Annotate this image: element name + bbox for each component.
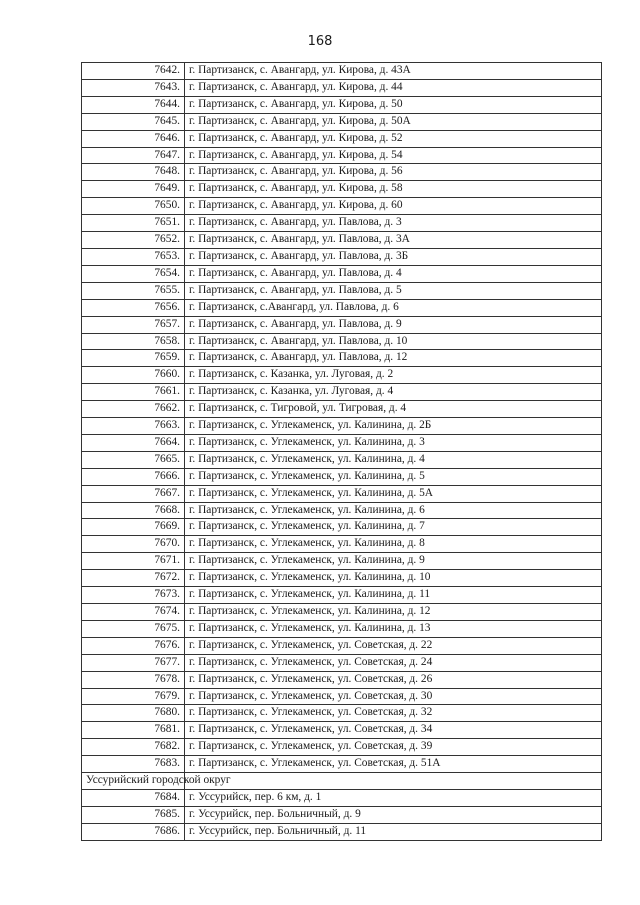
row-number: 7663. [82,418,185,435]
row-number: 7656. [82,299,185,316]
row-number: 7664. [82,434,185,451]
row-address: г. Партизанск, с. Авангард, ул. Кирова, д. 58 [185,181,602,198]
table-row [82,181,602,198]
row-address: г. Партизанск, с. Углекаменск, ул. Калинина, д. 9 [185,553,602,570]
row-address: г. Партизанск, с. Авангард, ул. Павлова, д. 5 [185,282,602,299]
row-address: г. Уссурийск, пер. 6 км, д. 1 [185,789,602,806]
table-row [82,468,602,485]
table-row [82,401,602,418]
table-row [82,418,602,435]
row-number: 7670. [82,536,185,553]
table-row [82,282,602,299]
section-header-group [82,773,602,790]
row-number: 7666. [82,468,185,485]
row-address: г. Партизанск, с. Казанка, ул. Луговая, д. 2 [185,367,602,384]
row-address: г. Уссурийск, пер. Больничный, д. 11 [185,823,602,840]
row-number: 7653. [82,248,185,265]
table-row [82,215,602,232]
table-row [82,637,602,654]
row-number: 7682. [82,739,185,756]
row-address: г. Партизанск, с. Авангард, ул. Кирова, д. 54 [185,147,602,164]
row-address: г. Партизанск, с. Углекаменск, ул. Калинина, д. 3 [185,434,602,451]
row-address: г. Партизанск, с. Авангард, ул. Кирова, д. 44 [185,79,602,96]
row-address: г. Партизанск, с. Тигровой, ул. Тигровая, д. 4 [185,401,602,418]
table-row [82,265,602,282]
row-number: 7684. [82,789,185,806]
row-address: г. Партизанск, с. Авангард, ул. Кирова, д. 60 [185,198,602,215]
row-address: г. Партизанск, с. Углекаменск, ул. Советская, д. 30 [185,688,602,705]
page-number: 168 [307,34,333,49]
row-number: 7661. [82,384,185,401]
row-address: г. Партизанск, с.Авангард, ул. Павлова, д. 6 [185,299,602,316]
table-row [82,654,602,671]
table-row [82,164,602,181]
row-address: г. Партизанск, с. Углекаменск, ул. Советская, д. 26 [185,671,602,688]
address-rows-top [82,63,602,773]
row-address: г. Партизанск, с. Углекаменск, ул. Калинина, д. 4 [185,451,602,468]
table-row [82,789,602,806]
row-address: г. Партизанск, с. Авангард, ул. Павлова, д. 10 [185,333,602,350]
row-address: г. Партизанск, с. Углекаменск, ул. Советская, д. 22 [185,637,602,654]
table-row [82,451,602,468]
row-number: 7652. [82,232,185,249]
row-number: 7665. [82,451,185,468]
table-row [82,604,602,621]
row-number: 7667. [82,485,185,502]
row-number: 7657. [82,316,185,333]
row-address: г. Партизанск, с. Углекаменск, ул. Калинина, д. 12 [185,604,602,621]
section-address-cell [185,773,602,790]
row-address: г. Партизанск, с. Авангард, ул. Кирова, д. 50А [185,113,602,130]
row-address: г. Партизанск, с. Углекаменск, ул. Калинина, д. 6 [185,502,602,519]
table-row [82,333,602,350]
row-number: 7644. [82,96,185,113]
row-address: г. Партизанск, с. Авангард, ул. Кирова, д. 50 [185,96,602,113]
row-number: 7648. [82,164,185,181]
row-address: г. Партизанск, с. Углекаменск, ул. Советская, д. 24 [185,654,602,671]
row-number: 7660. [82,367,185,384]
row-number: 7647. [82,147,185,164]
table-row [82,316,602,333]
row-number: 7643. [82,79,185,96]
row-address: г. Партизанск, с. Авангард, ул. Павлова, д. 4 [185,265,602,282]
row-address: г. Партизанск, с. Авангард, ул. Кирова, д. 43А [185,63,602,80]
row-address: г. Партизанск, с. Авангард, ул. Кирова, д. 56 [185,164,602,181]
table-row [82,587,602,604]
row-number: 7646. [82,130,185,147]
table-row [82,688,602,705]
address-rows-bottom [82,789,602,840]
table-row [82,722,602,739]
table-row [82,434,602,451]
row-number: 7672. [82,570,185,587]
table-row [82,671,602,688]
row-number: 7642. [82,63,185,80]
row-address: г. Партизанск, с. Углекаменск, ул. Калинина, д. 10 [185,570,602,587]
row-number: 7678. [82,671,185,688]
row-address: г. Партизанск, с. Углекаменск, ул. Калинина, д. 13 [185,620,602,637]
row-number: 7668. [82,502,185,519]
table-row [82,63,602,80]
table-row [82,113,602,130]
row-address: г. Партизанск, с. Углекаменск, ул. Калинина, д. 2Б [185,418,602,435]
table-row [82,485,602,502]
row-number: 7669. [82,519,185,536]
row-address: г. Партизанск, с. Углекаменск, ул. Калинина, д. 8 [185,536,602,553]
row-number: 7676. [82,637,185,654]
row-address: г. Партизанск, с. Углекаменск, ул. Советская, д. 51А [185,756,602,773]
row-number: 7658. [82,333,185,350]
table-row [82,198,602,215]
table-row [82,519,602,536]
table-row [82,248,602,265]
row-address: г. Партизанск, с. Авангард, ул. Павлова, д. 9 [185,316,602,333]
row-number: 7654. [82,265,185,282]
table-row [82,96,602,113]
table-row [82,620,602,637]
section-header-row [82,773,602,790]
table-row [82,502,602,519]
row-address: г. Партизанск, с. Авангард, ул. Кирова, д. 52 [185,130,602,147]
table-row [82,570,602,587]
table-row [82,756,602,773]
row-address: г. Партизанск, с. Углекаменск, ул. Советская, д. 39 [185,739,602,756]
row-number: 7674. [82,604,185,621]
table-row [82,299,602,316]
row-number: 7673. [82,587,185,604]
row-number: 7651. [82,215,185,232]
table-row [82,553,602,570]
row-address: г. Партизанск, с. Авангард, ул. Павлова, д. 3А [185,232,602,249]
row-number: 7662. [82,401,185,418]
table-row [82,367,602,384]
row-number: 7679. [82,688,185,705]
row-address: г. Партизанск, с. Углекаменск, ул. Калинина, д. 7 [185,519,602,536]
row-address: г. Партизанск, с. Углекаменск, ул. Калинина, д. 5 [185,468,602,485]
row-number: 7655. [82,282,185,299]
row-number: 7681. [82,722,185,739]
table-row [82,739,602,756]
table-row [82,350,602,367]
table-row [82,536,602,553]
row-number: 7649. [82,181,185,198]
row-address: г. Партизанск, с. Казанка, ул. Луговая, д. 4 [185,384,602,401]
row-address: г. Партизанск, с. Углекаменск, ул. Калинина, д. 5А [185,485,602,502]
row-number: 7675. [82,620,185,637]
address-table [81,62,602,841]
row-address: г. Уссурийск, пер. Больничный, д. 9 [185,806,602,823]
table-row [82,384,602,401]
row-number: 7685. [82,806,185,823]
table-row [82,147,602,164]
row-number: 7659. [82,350,185,367]
row-address: г. Партизанск, с. Авангард, ул. Павлова, д. 3Б [185,248,602,265]
row-number: 7671. [82,553,185,570]
row-number: 7686. [82,823,185,840]
table-row [82,232,602,249]
row-address: г. Партизанск, с. Углекаменск, ул. Калинина, д. 11 [185,587,602,604]
table-row [82,130,602,147]
row-number: 7683. [82,756,185,773]
row-address: г. Партизанск, с. Углекаменск, ул. Советская, д. 34 [185,722,602,739]
table-row [82,806,602,823]
table-row [82,705,602,722]
table-row [82,79,602,96]
row-address: г. Партизанск, с. Авангард, ул. Павлова, д. 3 [185,215,602,232]
row-number: 7645. [82,113,185,130]
row-number: 7680. [82,705,185,722]
row-number: 7677. [82,654,185,671]
row-number: 7650. [82,198,185,215]
row-address: г. Партизанск, с. Углекаменск, ул. Советская, д. 32 [185,705,602,722]
section-label: Уссурийский городской округ [82,773,185,790]
table-row [82,823,602,840]
row-address: г. Партизанск, с. Авангард, ул. Павлова, д. 12 [185,350,602,367]
